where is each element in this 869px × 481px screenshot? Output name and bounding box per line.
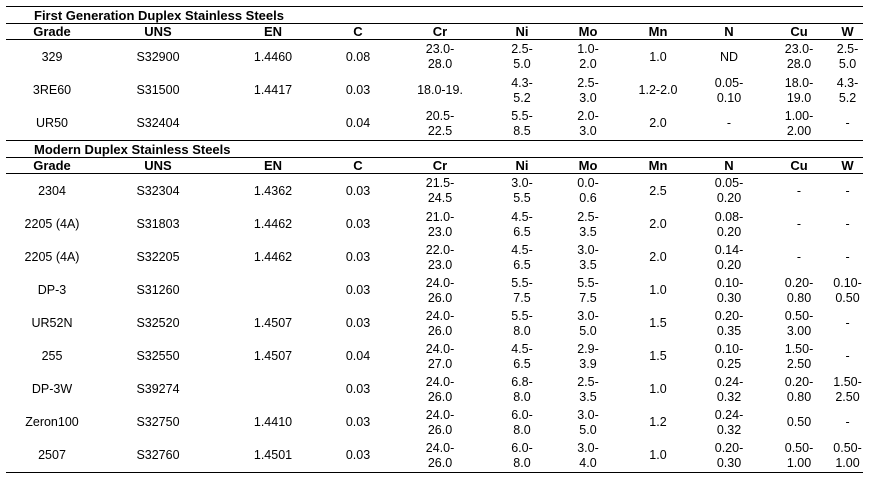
table-container (6, 0, 863, 473)
table-cell-mo: 3.0- 5.0 (577, 407, 599, 437)
table-cell-cu: 23.0- 28.0 (784, 42, 814, 71)
table-cell-mn: 1.5 (649, 349, 667, 363)
table-cell-en: 1.4507 (253, 316, 293, 330)
table-cell-mo: 3.0- 3.5 (577, 242, 599, 272)
table-cell-en (218, 274, 328, 307)
table-cell-en: 1.4460 (253, 49, 293, 64)
table-cell-en: 1.4362 (253, 183, 293, 198)
column-header: EN (218, 158, 328, 174)
table-cell-en: 1.4462 (253, 250, 293, 264)
table-cell-cu: 0.50- 1.00 (766, 439, 832, 473)
table-cell-uns: S32304 (136, 183, 180, 198)
table-cell-grade: 2304 (38, 183, 66, 198)
table-cell-grade: UR50 (36, 116, 68, 130)
table-cell-cu: - (796, 217, 802, 231)
table-cell-en: 1.4501 (218, 439, 328, 473)
table-cell-ni: 6.8- 8.0 (511, 374, 533, 404)
table-cell-ni: 2.5- 5.0 (511, 42, 533, 71)
table-row (6, 340, 863, 373)
table-row (6, 439, 863, 473)
table-cell-w: 4.3- 5.2 (836, 75, 859, 105)
column-header: Grade (6, 158, 98, 174)
table-cell-cu: 0.20- 0.80 (784, 275, 814, 305)
table-cell-ni: 6.0- 8.0 (511, 407, 533, 437)
table-cell-uns: S32520 (136, 316, 180, 330)
table-cell-w: - (845, 183, 850, 198)
table-cell-mo: 2.9- 3.9 (577, 341, 599, 371)
column-header: C (328, 24, 388, 40)
table-cell-mn: 1.0 (624, 439, 692, 473)
table-row (6, 74, 863, 107)
table-cell-c: 0.03 (345, 316, 371, 330)
table-cell-c: 0.03 (345, 283, 371, 297)
table-row (6, 40, 863, 75)
table-cell-en (218, 107, 328, 141)
column-header: Mn (624, 158, 692, 174)
column-header: Ni (492, 158, 552, 174)
column-header-row (6, 158, 863, 174)
table-cell-grade: DP-3 (37, 283, 67, 297)
table-cell-cr: 24.0- 26.0 (388, 439, 492, 473)
table-cell-mn: 1.0 (649, 49, 667, 64)
table-cell-w: - (845, 349, 850, 363)
column-header: Cr (388, 158, 492, 174)
table-cell-mo: 2.0- 3.0 (577, 108, 599, 138)
table-cell-n: 0.14- 0.20 (714, 242, 744, 272)
table-cell-n: 0.20- 0.30 (692, 439, 766, 473)
column-header: Mn (624, 24, 692, 40)
table-cell-n: 0.10- 0.25 (714, 341, 744, 371)
table-cell-cu: 1.50- 2.50 (784, 341, 814, 371)
table-cell-uns: S32900 (136, 49, 180, 64)
table-cell-ni: 4.5- 6.5 (511, 209, 533, 239)
table-cell-en: 1.4410 (253, 415, 293, 429)
column-header: Mo (552, 24, 624, 40)
table-cell-w: - (845, 415, 850, 429)
table-row (6, 307, 863, 340)
column-header: EN (218, 24, 328, 40)
table-cell-n: 0.24- 0.32 (714, 407, 744, 437)
table-cell-ni: 4.3- 5.2 (511, 75, 533, 105)
table-cell-c: 0.03 (345, 183, 371, 198)
table-cell-n: 0.05- 0.10 (714, 75, 744, 105)
table-cell-cu: 18.0- 19.0 (784, 75, 814, 105)
column-header: N (692, 24, 766, 40)
table-cell-mn: 2.0 (649, 250, 667, 264)
table-cell-w: - (845, 316, 850, 330)
table-cell-w: - (845, 116, 850, 130)
table-cell-c: 0.03 (345, 415, 371, 429)
column-header: Grade (6, 24, 98, 40)
table-row (6, 174, 863, 209)
table-cell-en: 1.4507 (253, 349, 293, 363)
table-cell-cr: 24.0- 26.0 (425, 407, 455, 437)
column-header: Cu (766, 158, 832, 174)
table-cell-ni: 5.5- 7.5 (511, 275, 533, 305)
table-cell-grade: 2205 (4A) (24, 217, 80, 231)
table-cell-n: 0.10- 0.30 (714, 275, 744, 305)
table-cell-c: 0.04 (345, 349, 371, 363)
table-cell-mo: 3.0- 5.0 (577, 308, 599, 338)
table-cell-uns: S39274 (136, 382, 180, 396)
table-row (6, 406, 863, 439)
table-cell-cr: 20.5- 22.5 (425, 108, 455, 138)
section-title-row (6, 141, 863, 158)
table-cell-w: - (845, 250, 850, 264)
table-cell-mn: 2.0 (649, 217, 667, 231)
table-cell-c: 0.03 (345, 217, 371, 231)
table-cell-uns: S31803 (136, 217, 180, 231)
table-cell-c: 0.03 (345, 250, 371, 264)
table-row (6, 373, 863, 406)
table-cell-grade: 2205 (4A) (24, 250, 80, 264)
table-cell-cr: 23.0- 28.0 (425, 42, 455, 71)
table-cell-mn: 1.2-2.0 (638, 83, 678, 97)
table-cell-ni: 5.5- 8.5 (511, 108, 533, 138)
table-cell-cr: 24.0- 27.0 (425, 341, 455, 371)
section-title-row (6, 7, 863, 24)
table-cell-uns: S32404 (136, 116, 180, 130)
table-cell-grade: 2507 (6, 439, 98, 473)
table-cell-ni: 4.5- 6.5 (511, 341, 533, 371)
table-cell-mn: 1.0 (649, 382, 667, 396)
table-cell-ni: 5.5- 8.0 (511, 308, 533, 338)
table-cell-mo: 2.5- 3.5 (577, 374, 599, 404)
table-cell-cu: 0.50 (786, 415, 812, 429)
table-cell-c: 0.03 (345, 382, 371, 396)
table-body (6, 7, 863, 473)
table-cell-uns: S32750 (136, 415, 180, 429)
table-cell-cu: - (796, 183, 802, 198)
table-cell-n: ND (719, 49, 739, 64)
table-cell-c: 0.04 (345, 116, 371, 130)
table-cell-en (218, 373, 328, 406)
table-cell-w: 2.5- 5.0 (836, 42, 859, 71)
column-header: N (692, 158, 766, 174)
table-cell-w: 0.10- 0.50 (833, 275, 862, 305)
table-cell-mo: 3.0- 4.0 (552, 439, 624, 473)
table-cell-mo: 2.5- 3.0 (577, 75, 599, 105)
table-cell-cr: 21.5- 24.5 (425, 176, 455, 205)
table-cell-cr: 18.0-19. (417, 83, 463, 97)
table-cell-cu: 0.20- 0.80 (784, 374, 814, 404)
table-cell-w: - (845, 217, 850, 231)
column-header: W (832, 24, 863, 40)
table-cell-cu: - (796, 250, 802, 264)
column-header: UNS (98, 158, 218, 174)
table-cell-uns: S31500 (136, 83, 180, 97)
table-row (6, 107, 863, 141)
table-cell-uns: S32760 (98, 439, 218, 473)
table-cell-mn: 2.5 (649, 183, 667, 198)
table-cell-mo: 2.5- 3.5 (577, 209, 599, 239)
section-title: Modern Duplex Stainless Steels (6, 141, 863, 158)
table-cell-mn: 1.5 (649, 316, 667, 330)
table-cell-mo: 1.0- 2.0 (577, 42, 599, 71)
table-cell-grade: UR52N (31, 316, 73, 330)
table-row (6, 274, 863, 307)
column-header: Mo (552, 158, 624, 174)
table-cell-mn: 2.0 (649, 116, 667, 130)
table-cell-w: 0.50- 1.00 (832, 439, 863, 473)
section-title: First Generation Duplex Stainless Steels (6, 7, 863, 24)
table-cell-n: 0.24- 0.32 (714, 374, 744, 404)
table-cell-n: 0.05- 0.20 (714, 176, 744, 205)
table-cell-ni: 3.0- 5.5 (511, 176, 533, 205)
table-row (6, 241, 863, 274)
table-cell-uns: S31260 (136, 283, 180, 297)
duplex-steels-table (6, 6, 863, 473)
table-cell-cr: 22.0- 23.0 (425, 242, 455, 272)
table-cell-uns: S32550 (136, 349, 180, 363)
column-header: C (328, 158, 388, 174)
table-cell-c: 0.08 (345, 49, 371, 64)
table-cell-cr: 24.0- 26.0 (425, 275, 455, 305)
table-cell-en: 1.4462 (253, 217, 293, 231)
table-cell-ni: 4.5- 6.5 (511, 242, 533, 272)
table-cell-cu: 1.00- 2.00 (784, 108, 814, 138)
column-header: W (832, 158, 863, 174)
table-cell-ni: 6.0- 8.0 (492, 439, 552, 473)
table-cell-uns: S32205 (136, 250, 180, 264)
table-cell-en: 1.4417 (253, 83, 293, 97)
table-cell-w: 1.50- 2.50 (833, 374, 862, 404)
column-header: UNS (98, 24, 218, 40)
table-cell-mn: 1.0 (649, 283, 667, 297)
table-cell-cu: 0.50- 3.00 (784, 308, 814, 338)
column-header: Cu (766, 24, 832, 40)
table-cell-grade: Zeron100 (25, 415, 79, 429)
table-cell-n: 0.08- 0.20 (714, 209, 744, 239)
table-cell-grade: DP-3W (31, 382, 73, 396)
table-cell-grade: 329 (41, 49, 63, 64)
table-cell-n: 0.20- 0.35 (714, 308, 744, 338)
table-cell-n: - (726, 116, 732, 130)
column-header: Ni (492, 24, 552, 40)
column-header-row (6, 24, 863, 40)
table-cell-cr: 24.0- 26.0 (425, 308, 455, 338)
table-row (6, 208, 863, 241)
table-cell-mn: 1.2 (649, 415, 667, 429)
table-cell-c: 0.03 (345, 83, 371, 97)
table-cell-cr: 24.0- 26.0 (425, 374, 455, 404)
table-cell-grade: 255 (41, 349, 63, 363)
table-cell-cr: 21.0- 23.0 (425, 209, 455, 239)
table-cell-grade: 3RE60 (32, 83, 72, 97)
table-cell-c: 0.03 (328, 439, 388, 473)
table-cell-mo: 0.0- 0.6 (577, 176, 599, 205)
table-cell-mo: 5.5- 7.5 (577, 275, 599, 305)
column-header: Cr (388, 24, 492, 40)
